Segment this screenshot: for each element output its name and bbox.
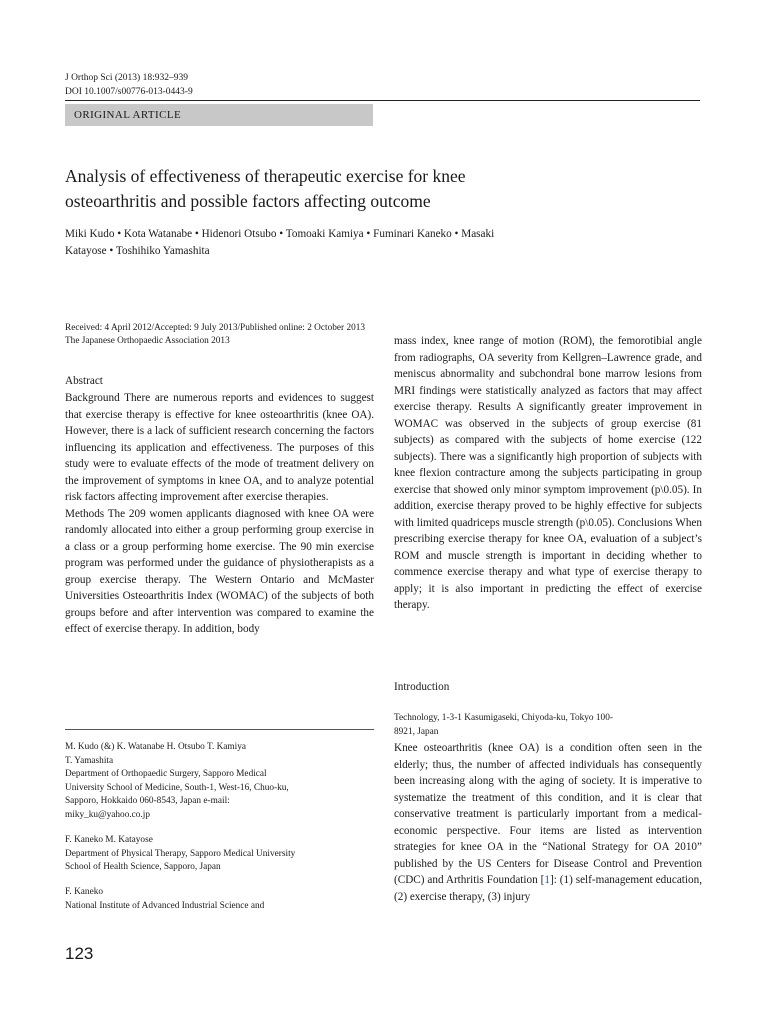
- abstract-methods: Methods The 209 women applicants diagnosed with knee OA were randomly allocated into either a group performing group exercise in a class or a group performing home exercise. The 90 min exercise program was performed under the guidance of physiotherapists as a group exercise therapy. The Western Ontario and McMaster Universities Osteoarthritis Index (WOMAC) of the subjects of both groups before and after intervention was compared to examine the effect of exercise therapy. In addition, body: [65, 507, 374, 635]
- header-rule: [65, 100, 700, 101]
- affiliation-line: Technology, 1-3-1 Kasumigaseki, Chiyoda-ku, Tokyo 100-: [394, 713, 613, 723]
- affiliation-line: F. Kaneko M. Katayose: [65, 835, 153, 845]
- author-list: [65, 226, 585, 260]
- citation-link[interactable]: 1: [544, 874, 550, 886]
- abstract-background: Background There are numerous reports and evidences to suggest that exercise therapy is effective for knee osteoarthritis (knee OA). However, there is a lack of sufficient research concerning the factors influencing its application and effectiveness. The purposes of this study were to evaluate effects of the mode of treatment delivery on the improvement of symptoms in knee OA, and to analyze potential risk factors affecting improvement after exercise therapies.: [65, 392, 374, 503]
- intro-text: Knee osteoarthritis (knee OA) is a condition often seen in the elderly; thus, the number of affected individuals has consequently been increasing along with the aging of society. It is imperative to systematize the treatment of this condition, and it is clear that conservative treatment is particularly important from a medical-economic perspective. Four items are listed as intervention strategies for knee OA in the “National Strategy for OA 2010” published by the US Centers for Disease Control and Prevention (CDC) and Arthritis Foundation [: [394, 742, 702, 886]
- affiliation-email[interactable]: miky_ku@yahoo.co.jp: [65, 809, 150, 820]
- authors-line-1: Miki Kudo • Kota Watanabe • Hidenori Otsubo • Tomoaki Kamiya • Fuminari Kaneko • Masaki: [65, 228, 495, 240]
- abstract-continued: mass index, knee range of motion (ROM), the femorotibial angle from radiographs, OA severity from Kellgren–Lawrence grade, and meniscus abnormality and subchondral bone marrow lesions from MRI findings were statistically analyzed as factors that may affect exercise therapy. Results A significantly greater improvement in WOMAC was observed in the subjects of group exercise (81 subjects) as compared with the subjects of home exercise (122 subjects). There was a significantly high proportion of subjects with knee flexion contracture among the subjects participating in group exercise that showed only minor symptom improvement (p\0.05). In addition, exercise therapy proved to be highly effective for subjects with limited quadriceps muscle strength (p\0.05). Conclusions When prescribing exercise therapy for knee OA, evaluation of a subject’s ROM and muscle strength is important in deciding whether to commence exercise therapy and what type of exercise therapy to apply; it is also important in predicting the effect of exercise therapy.: [394, 335, 702, 611]
- copyright-line: The Japanese Orthopaedic Association 2013: [65, 336, 230, 346]
- affiliation-line: M. Kudo (&) K. Watanabe H. Otsubo T. Kamiya: [65, 742, 247, 752]
- introduction-heading: Introduction: [394, 681, 450, 693]
- affiliation-line: 8921, Japan: [394, 726, 439, 737]
- affiliation-line: Sapporo, Hokkaido 060-8543, Japan e-mail:: [65, 796, 230, 806]
- article-title: [65, 164, 585, 214]
- title-line-1: Analysis of effectiveness of therapeutic exercise for knee: [65, 166, 466, 186]
- title-line-2: osteoarthritis and possible factors affecting outcome: [65, 191, 431, 211]
- journal-citation: [65, 71, 193, 99]
- authors-line-2: Katayose • Toshihiko Yamashita: [65, 245, 210, 257]
- affiliation-line: T. Yamashita: [65, 755, 114, 766]
- intro-text: ]: (1) self-management education, (2) exercise therapy, (3) injury: [394, 874, 702, 903]
- publication-info: [65, 322, 395, 348]
- affiliation-line: Department of Orthopaedic Surgery, Sapporo Medical: [65, 769, 267, 779]
- abstract-right-column: [394, 333, 702, 614]
- doi-line: DOI 10.1007/s00776-013-0443-9: [65, 87, 193, 97]
- affiliation-block-2: [65, 834, 370, 875]
- affiliation-line: Department of Physical Therapy, Sapporo Medical University: [65, 848, 296, 859]
- affiliation-line: University School of Medicine, South-1, West-16, Chuo-ku,: [65, 782, 289, 793]
- footnote-rule: [65, 729, 374, 730]
- abstract-heading: Abstract: [65, 375, 103, 387]
- affiliation-line: F. Kaneko: [65, 887, 103, 897]
- affiliation-block-3: [65, 886, 370, 913]
- affiliation-line: School of Health Science, Sapporo, Japan: [65, 862, 221, 872]
- publication-dates: Received: 4 April 2012/Accepted: 9 July 2013/Published online: 2 October 2013: [65, 323, 366, 333]
- affiliation-continued: [394, 712, 699, 739]
- affiliation-line: National Institute of Advanced Industrial Science and: [65, 900, 265, 911]
- page-number: 123: [65, 944, 94, 963]
- article-type-banner: ORIGINAL ARTICLE: [65, 104, 373, 126]
- journal-line: J Orthop Sci (2013) 18:932–939: [65, 73, 188, 83]
- affiliation-block-1: [65, 741, 370, 822]
- introduction-paragraph: [394, 740, 702, 905]
- abstract-left-column: [65, 390, 374, 638]
